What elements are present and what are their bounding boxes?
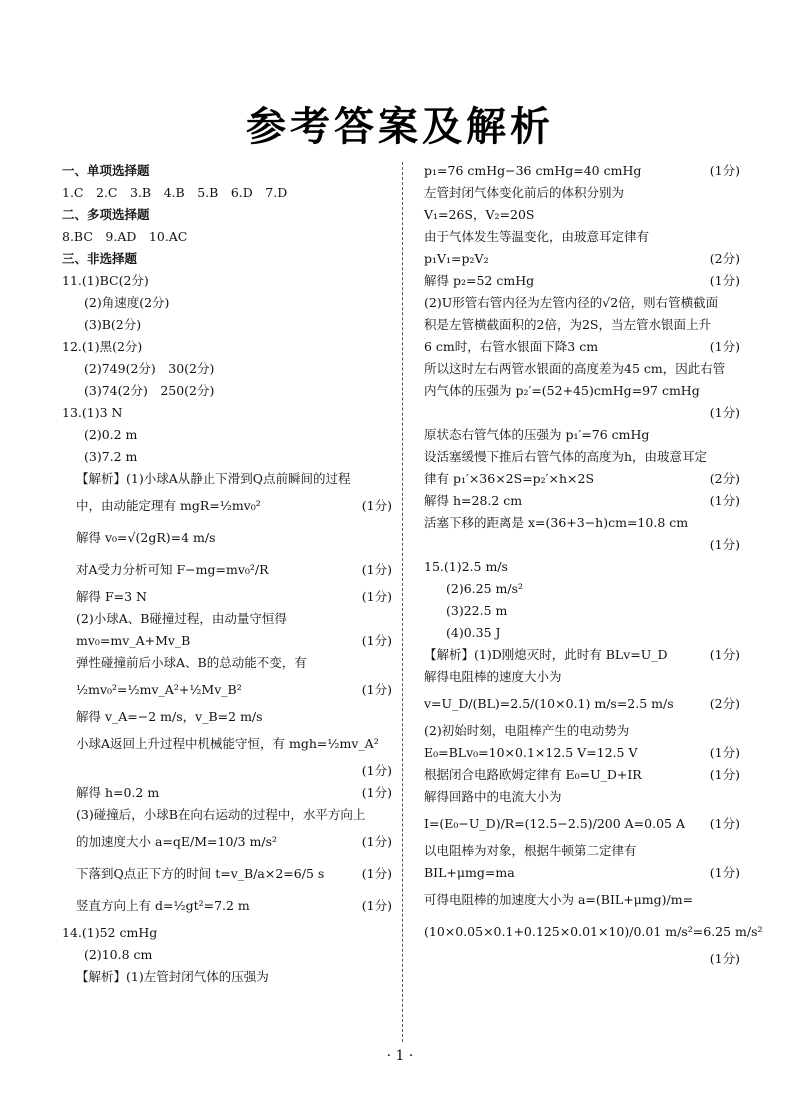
answer-text: (3)碰撞后，小球B在向右运动的过程中，水平方向上	[76, 807, 366, 822]
section-heading: 一、单项选择题	[62, 163, 150, 178]
answer-text: I=(E₀−U_D)/R=(12.5−2.5)/200 A=0.05 A	[424, 816, 685, 831]
answer-text: (4)0.35 J	[446, 625, 501, 640]
answer-text: 解得 v_A=−2 m/s，v_B=2 m/s	[76, 709, 263, 724]
answer-text: (2)角速度(2分)	[84, 295, 170, 310]
answer-text: 对A受力分析可知 F−mg=mv₀²/R	[76, 562, 269, 577]
score-mark: (1分)	[361, 898, 392, 913]
score-mark: (1分)	[709, 816, 740, 831]
right-text-line	[424, 916, 763, 948]
answer-text: v=U_D/(BL)=2.5/(10×0.1) m/s=2.5 m/s	[424, 696, 674, 711]
answer-text: 14.(1)52 cmHg	[62, 925, 158, 940]
right-text-line	[424, 270, 740, 292]
left-column	[62, 160, 392, 988]
right-text-line	[424, 808, 740, 840]
score-mark: (1分)	[361, 785, 392, 800]
answer-text: 【解析】(1)D刚熄灭时，此时有 BLv=U_D	[424, 647, 668, 662]
score-mark: (1分)	[709, 405, 740, 420]
score-mark: (1分)	[709, 273, 740, 288]
answer-text: 解得 h=0.2 m	[76, 785, 160, 800]
left-text-line	[62, 204, 392, 226]
answer-text: (2)初始时刻，电阻棒产生的电动势为	[424, 723, 630, 738]
column-divider	[402, 162, 403, 1042]
right-text-line	[424, 182, 740, 204]
answer-text: (2)0.2 m	[84, 427, 138, 442]
right-text-line	[424, 600, 740, 622]
left-text-line	[62, 966, 392, 988]
right-text-line	[424, 336, 740, 358]
answer-text: E₀=BLv₀=10×0.1×12.5 V=12.5 V	[424, 745, 638, 760]
answer-text: 解得 v₀=√(2gR)=4 m/s	[76, 530, 216, 545]
right-text-line	[424, 688, 740, 720]
answer-text: (2)749(2分) 30(2分)	[84, 361, 215, 376]
answer-text: 解得 F=3 N	[76, 589, 147, 604]
answer-text: 以电阻棒为对象，根据牛顿第二定律有	[424, 843, 637, 858]
right-text-line	[424, 380, 740, 402]
left-text-line	[62, 760, 392, 782]
left-text-line	[62, 358, 392, 380]
score-mark: (1分)	[709, 865, 740, 880]
answer-text: 【解析】(1)小球A从静止下滑到Q点前瞬间的过程	[76, 471, 351, 486]
left-text-line	[62, 782, 392, 804]
score-mark: (1分)	[361, 589, 392, 604]
right-text-line	[424, 424, 740, 446]
score-mark: (1分)	[361, 763, 392, 778]
right-text-line	[424, 764, 740, 786]
answer-text: (10×0.05×0.1+0.125×0.01×10)/0.01 m/s²=6.25 m/s²	[424, 924, 763, 939]
score-mark: (1分)	[361, 633, 392, 648]
right-text-line	[424, 512, 740, 534]
answer-text: 活塞下移的距离是 x=(36+3−h)cm=10.8 cm	[424, 515, 689, 530]
answer-text: 设活塞缓慢下推后右管气体的高度为h，由玻意耳定	[424, 449, 708, 464]
answer-text: 积是左管横截面积的2倍，为2S，当左管水银面上升	[424, 317, 711, 332]
right-text-line	[424, 358, 740, 380]
score-mark: (2分)	[709, 251, 740, 266]
left-text-line	[62, 490, 392, 522]
left-text-line	[62, 336, 392, 358]
left-text-line	[62, 402, 392, 424]
answer-text: 左管封闭气体变化前后的体积分别为	[424, 185, 625, 200]
answer-text: 解得电阻棒的速度大小为	[424, 669, 562, 684]
answer-text: 12.(1)黑(2分)	[62, 339, 143, 354]
right-text-line	[424, 292, 740, 314]
score-mark: (1分)	[709, 767, 740, 782]
score-mark: (1分)	[361, 562, 392, 577]
score-mark: (1分)	[709, 537, 740, 552]
left-text-line	[62, 586, 392, 608]
answer-text: 下落到Q点正下方的时间 t=v_B/a×2=6/5 s	[76, 866, 325, 881]
answer-text: 【解析】(1)左管封闭气体的压强为	[76, 969, 269, 984]
score-mark: (1分)	[709, 163, 740, 178]
right-text-line	[424, 204, 740, 226]
right-text-line	[424, 644, 740, 666]
right-column	[424, 160, 763, 970]
right-text-line	[424, 948, 740, 970]
answer-text: 15.(1)2.5 m/s	[424, 559, 508, 574]
answer-text: 11.(1)BC(2分)	[62, 273, 149, 288]
left-text-line	[62, 468, 392, 490]
left-text-line	[62, 554, 392, 586]
answer-text: (2)6.25 m/s²	[446, 581, 524, 596]
left-text-line	[62, 858, 392, 890]
answer-text: 1.C 2.C 3.B 4.B 5.B 6.D 7.D	[62, 185, 288, 200]
answer-text: (2)10.8 cm	[84, 947, 153, 962]
answer-text: (3)B(2分)	[84, 317, 142, 332]
answer-text: p₁V₁=p₂V₂	[424, 251, 489, 266]
answer-text: 13.(1)3 N	[62, 405, 123, 420]
left-text-line	[62, 226, 392, 248]
left-text-line	[62, 182, 392, 204]
right-text-line	[424, 490, 740, 512]
right-text-line	[424, 884, 740, 916]
score-mark: (1分)	[709, 493, 740, 508]
left-text-line	[62, 922, 392, 944]
right-text-line	[424, 446, 740, 468]
answer-text: 的加速度大小 a=qE/M=10/3 m/s²	[76, 834, 278, 849]
answer-text: 竖直方向上有 d=½gt²=7.2 m	[76, 898, 250, 913]
answer-text: 由于气体发生等温变化，由玻意耳定律有	[424, 229, 650, 244]
left-text-line	[62, 424, 392, 446]
answer-text: 可得电阻棒的加速度大小为 a=(BIL+μmg)/m=	[424, 892, 694, 907]
answer-text: 中，由动能定理有 mgR=½mv₀²	[76, 498, 261, 513]
score-mark: (1分)	[361, 682, 392, 697]
score-mark: (1分)	[709, 951, 740, 966]
right-text-line	[424, 578, 740, 600]
score-mark: (1分)	[361, 866, 392, 881]
answer-text: 解得回路中的电流大小为	[424, 789, 562, 804]
left-text-line	[62, 804, 392, 826]
right-text-line	[424, 622, 740, 644]
right-text-line	[424, 402, 740, 424]
right-text-line	[424, 862, 740, 884]
left-text-line	[62, 248, 392, 270]
answer-text: BIL+μmg=ma	[424, 865, 515, 880]
right-text-line	[424, 534, 740, 556]
left-text-line	[62, 630, 392, 652]
answer-text: 解得 h=28.2 cm	[424, 493, 523, 508]
answer-text: 弹性碰撞前后小球A、B的总动能不变，有	[76, 655, 307, 670]
right-text-line	[424, 742, 740, 764]
section-heading: 二、多项选择题	[62, 207, 150, 222]
score-mark: (2分)	[709, 696, 740, 711]
answer-text: 小球A返回上升过程中机械能守恒，有 mgh=½mv_A²	[76, 736, 379, 751]
left-text-line	[62, 292, 392, 314]
answer-text: ½mv₀²=½mv_A²+½Mv_B²	[76, 682, 242, 697]
answer-text: mv₀=mv_A+Mv_B	[76, 633, 191, 648]
left-text-line	[62, 380, 392, 402]
right-text-line	[424, 720, 740, 742]
right-text-line	[424, 666, 740, 688]
answer-text: 所以这时左右两管水银面的高度差为45 cm，因此右管	[424, 361, 726, 376]
score-mark: (1分)	[361, 498, 392, 513]
left-text-line	[62, 890, 392, 922]
left-text-line	[62, 446, 392, 468]
right-text-line	[424, 786, 740, 808]
score-mark: (1分)	[709, 647, 740, 662]
right-text-line	[424, 226, 740, 248]
left-text-line	[62, 944, 392, 966]
answer-text: V₁=26S，V₂=20S	[424, 207, 535, 222]
left-text-line	[62, 728, 392, 760]
score-mark: (2分)	[709, 471, 740, 486]
right-text-line	[424, 468, 740, 490]
score-mark: (1分)	[709, 339, 740, 354]
page-number: · 1 ·	[386, 1048, 414, 1064]
page-title: 参考答案及解析	[246, 104, 554, 150]
right-text-line	[424, 248, 740, 270]
answer-text: 根据闭合电路欧姆定律有 E₀=U_D+IR	[424, 767, 642, 782]
left-text-line	[62, 608, 392, 630]
answer-text: 内气体的压强为 p₂′=(52+45)cmHg=97 cmHg	[424, 383, 700, 398]
answer-text: (2)U形管右管内径为左管内径的√2倍，则右管横截面	[424, 295, 719, 310]
left-text-line	[62, 160, 392, 182]
left-text-line	[62, 652, 392, 674]
right-text-line	[424, 160, 740, 182]
answer-text: (3)74(2分) 250(2分)	[84, 383, 215, 398]
answer-text: 律有 p₁′×36×2S=p₂′×h×2S	[424, 471, 595, 486]
right-text-line	[424, 840, 740, 862]
answer-text: 原状态右管气体的压强为 p₁′=76 cmHg	[424, 427, 650, 442]
left-text-line	[62, 706, 392, 728]
right-text-line	[424, 314, 740, 336]
score-mark: (1分)	[361, 834, 392, 849]
left-text-line	[62, 826, 392, 858]
answer-text: 8.BC 9.AD 10.AC	[62, 229, 188, 244]
left-text-line	[62, 674, 392, 706]
section-heading: 三、非选择题	[62, 251, 138, 266]
answer-text: (2)小球A、B碰撞过程，由动量守恒得	[76, 611, 287, 626]
left-text-line	[62, 314, 392, 336]
answer-text: 6 cm时，右管水银面下降3 cm	[424, 339, 599, 354]
answer-text: 解得 p₂=52 cmHg	[424, 273, 535, 288]
answer-text: p₁=76 cmHg−36 cmHg=40 cmHg	[424, 163, 642, 178]
score-mark: (1分)	[709, 745, 740, 760]
left-text-line	[62, 522, 392, 554]
answer-text: (3)7.2 m	[84, 449, 138, 464]
answer-text: (3)22.5 m	[446, 603, 508, 618]
right-text-line	[424, 556, 740, 578]
left-text-line	[62, 270, 392, 292]
